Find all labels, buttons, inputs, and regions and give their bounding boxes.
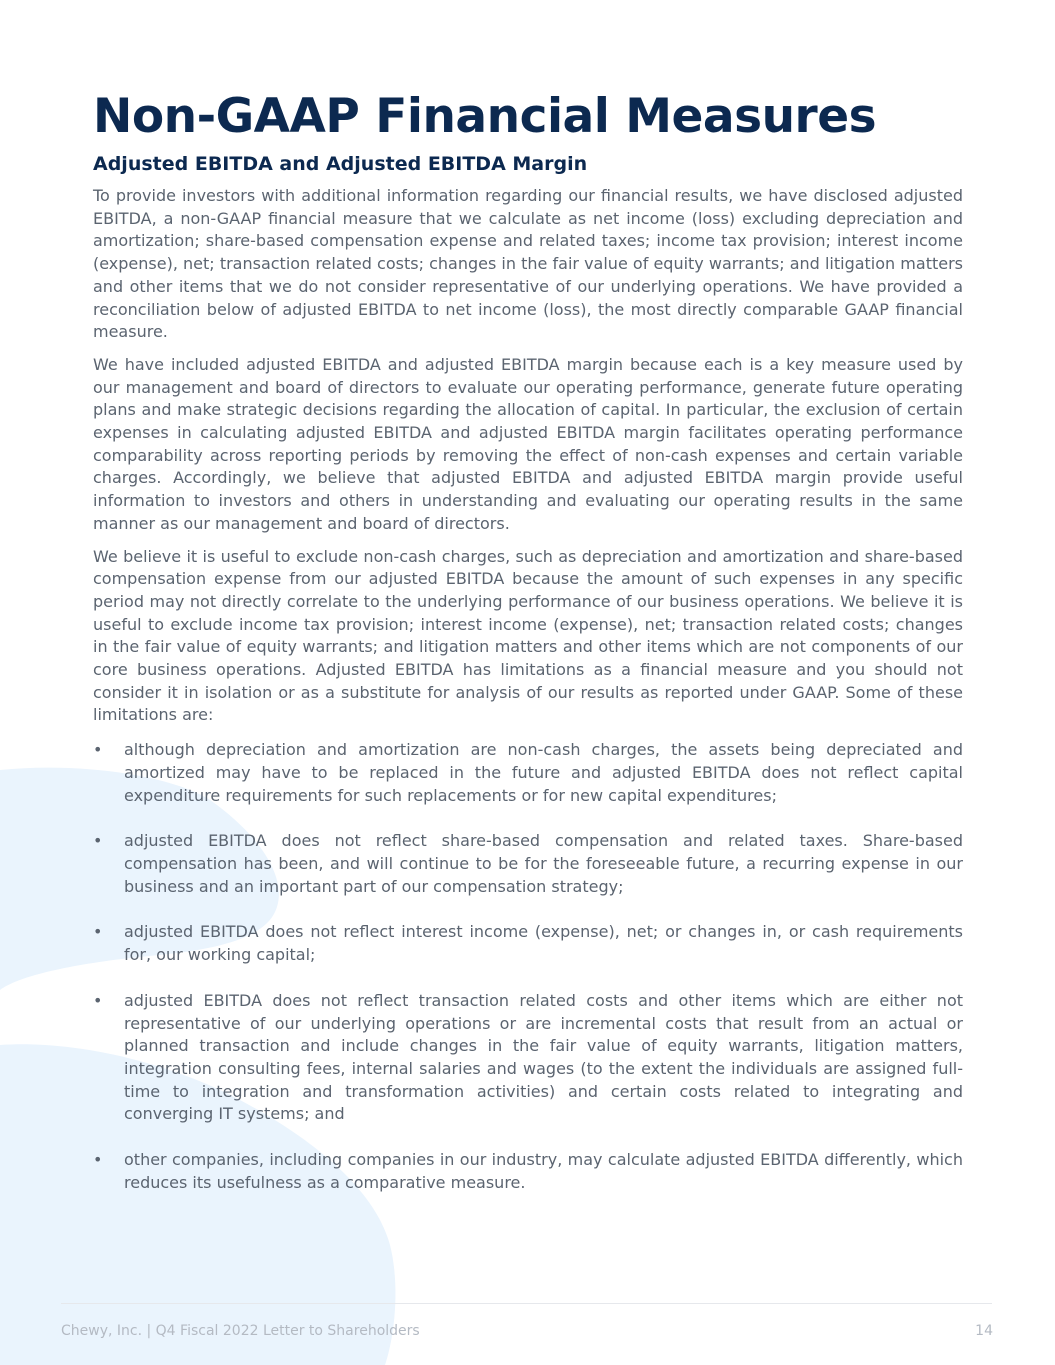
list-item-text: adjusted EBITDA does not reflect interest income (expense), net; or changes in, or cash requirements for, our working capital; <box>124 922 963 965</box>
list-item <box>93 830 963 898</box>
bullet-icon: • <box>93 990 103 1010</box>
bullet-icon: • <box>93 922 103 942</box>
bullet-icon: • <box>93 740 103 760</box>
limitations-list <box>93 739 963 1194</box>
list-item-text: other companies, including companies in our industry, may calculate adjusted EBITDA differently, which reduces its usefulness as a comparative measure. <box>124 1150 963 1192</box>
paragraph-exclusions: We believe it is useful to exclude non-cash charges, such as depreciation and amortization and share-based compensation expense from our adjusted EBITDA because the amount of such expenses in any specific period may not directly correlate to the underlying performance of our business operations. We believe it is useful to exclude income tax provision; interest income (expense), net; transaction related costs; changes in the fair value of equity warrants; and litigation matters and other items which are not components of our core business operations. Adjusted EBITDA has limitations as a financial measure and you should not consider it in isolation or as a substitute for analysis of our results as reported under GAAP. Some of these limitations are: <box>93 546 963 725</box>
page-number: 14 <box>975 1323 993 1339</box>
page-title: Non-GAAP Financial Measures <box>93 89 877 144</box>
footer-divider <box>61 1303 992 1304</box>
list-item-text: adjusted EBITDA does not reflect transaction related costs and other items which are either not representative of our underlying operations or are incremental costs that result from an actual or planned transaction and include changes in the fair value of equity warrants, litigation matters, integration consulting fees, internal salaries and wages (to the extent the individuals are assigned full-time to integration and transformation activities) and certain costs related to integrating and converging IT systems; and <box>124 990 963 1124</box>
list-item-text: although depreciation and amortization are non-cash charges, the assets being depreciated and amortized may have to be replaced in the future and adjusted EBITDA does not reflect capital expenditure requirements for such replacements or for new capital expenditures; <box>124 740 963 805</box>
footer-document-label: Chewy, Inc. | Q4 Fiscal 2022 Letter to Shareholders <box>61 1323 420 1339</box>
list-item <box>93 739 963 807</box>
page-content <box>93 86 963 1217</box>
paragraph-intro: To provide investors with additional information regarding our financial results, we have disclosed adjusted EBITDA, a non-GAAP financial measure that we calculate as net income (loss) excluding depreciation and amortization; share-based compensation expense and related taxes; income tax provision; interest income (expense), net; transaction related costs; changes in the fair value of equity warrants; and litigation matters and other items that we do not consider representative of our underlying operations. We have provided a reconciliation below of adjusted EBITDA to net income (loss), the most directly comparable GAAP financial measure. <box>93 186 963 342</box>
bullet-icon: • <box>93 831 103 851</box>
list-item <box>93 921 963 966</box>
section-subtitle: Adjusted EBITDA and Adjusted EBITDA Margin <box>93 153 588 175</box>
list-item <box>93 1149 963 1194</box>
list-item <box>93 990 963 1126</box>
list-item-text: adjusted EBITDA does not reflect share-based compensation and related taxes. Share-based compensation has been, and will continue to be for the foreseeable future, a recurring expense in our business and an important part of our compensation strategy; <box>124 831 963 896</box>
bullet-icon: • <box>93 1150 103 1170</box>
paragraph-rationale: We have included adjusted EBITDA and adjusted EBITDA margin because each is a key measure used by our management and board of directors to evaluate our operating performance, generate future operating plans and make strategic decisions regarding the allocation of capital. In particular, the exclusion of certain expenses in calculating adjusted EBITDA and adjusted EBITDA margin facilitates operating performance comparability across reporting periods by removing the effect of non-cash expenses and certain variable charges. Accordingly, we believe that adjusted EBITDA and adjusted EBITDA margin provide useful information to investors and others in understanding and evaluating our operating results in the same manner as our management and board of directors. <box>93 354 963 533</box>
